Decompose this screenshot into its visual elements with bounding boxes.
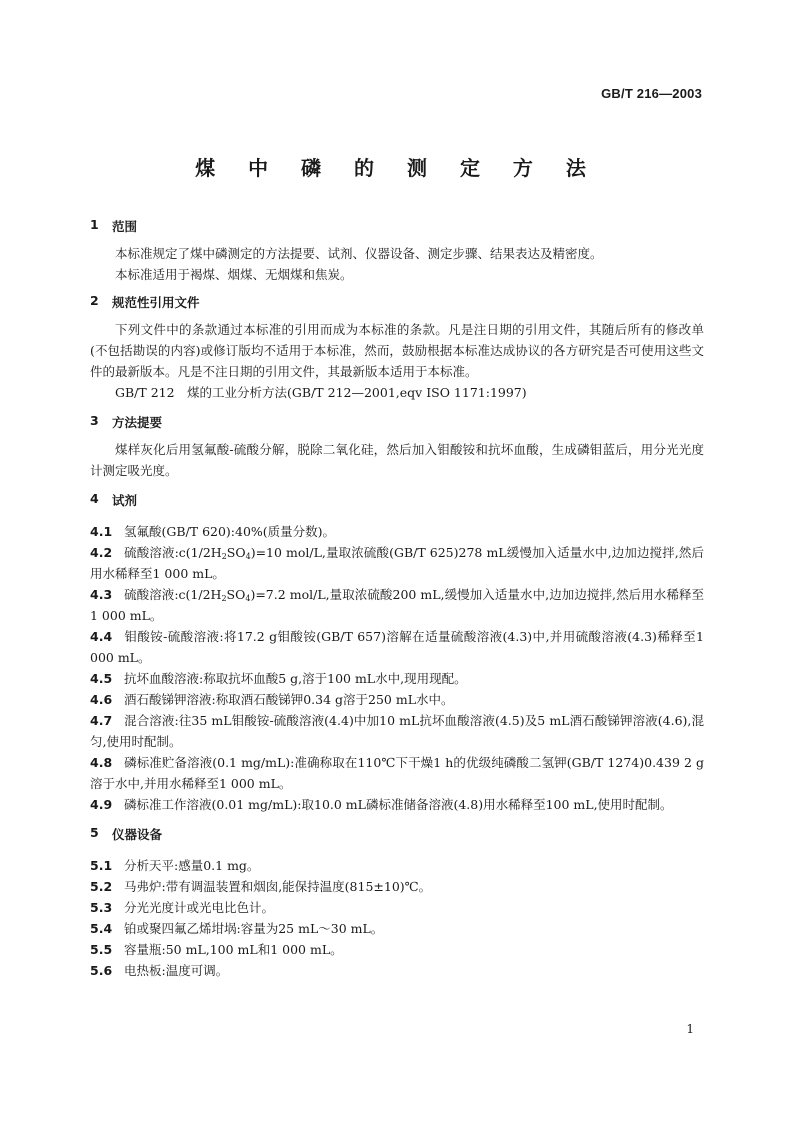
reference-entry: GB/T 212 煤的工业分析方法(GB/T 212—2001,eqv ISO 1171:1997) xyxy=(115,385,527,400)
section-number: 2 xyxy=(90,293,99,308)
section-title: 仪器设备 xyxy=(112,827,163,842)
item-text: 容量瓶:50 mL,100 mL和1 000 mL。 xyxy=(124,942,343,957)
paragraph: 煤样灰化后用氢氟酸-硫酸分解，脱除二氧化硅，然后加入钼酸铵和抗坏血酸，生成磷钼蓝后，用分光光度计测定吸光度。 xyxy=(90,442,704,478)
document-body xyxy=(90,217,704,981)
subscript: 2 xyxy=(221,552,227,561)
section-apparatus xyxy=(90,825,704,981)
list-item xyxy=(90,584,704,626)
list-item xyxy=(90,876,704,897)
document-title: 煤 中 磷 的 测 定 方 法 xyxy=(195,156,599,180)
list-item xyxy=(90,689,704,710)
section-title: 试剂 xyxy=(112,493,138,508)
list-item xyxy=(90,626,704,668)
subscript: 2 xyxy=(221,594,227,603)
item-number: 4.7 xyxy=(90,713,113,728)
item-number: 5.2 xyxy=(90,879,113,894)
paragraph: 本标准适用于褐煤、烟煤、无烟煤和焦炭。 xyxy=(115,267,353,282)
list-item xyxy=(90,794,704,815)
item-text: 混合溶液:往35 mL钼酸铵-硫酸溶液(4.4)中加10 mL抗坏血酸溶液(4.5)及5 mL酒石酸锑钾溶液(4.6),混匀,使用时配制。 xyxy=(90,713,704,749)
item-text: 钼酸铵-硫酸溶液:将17.2 g钼酸铵(GB/T 657)溶解在适量硫酸溶液(4.3)中,并用硫酸溶液(4.3)稀释至1 000 mL。 xyxy=(90,629,704,665)
item-number: 5.5 xyxy=(90,942,113,957)
section-title: 方法提要 xyxy=(112,415,163,430)
item-text: 马弗炉:带有调温装置和烟囱,能保持温度(815±10)℃。 xyxy=(124,879,432,894)
item-number: 5.6 xyxy=(90,963,113,978)
section-method-summary xyxy=(90,413,704,481)
item-text: 电热板:温度可调。 xyxy=(124,963,229,978)
item-text: SO xyxy=(226,545,246,560)
item-text: 铂或聚四氟乙烯坩埚:容量为25 mL～30 mL。 xyxy=(124,921,384,936)
item-text: 磷标准贮备溶液(0.1 mg/mL):准确称取在110℃下干燥1 h的优级纯磷酸二氢钾(GB/T 1274)0.439 2 g溶于水中,并用水稀释至1 000 mL。 xyxy=(90,755,704,791)
item-number: 4.3 xyxy=(90,587,113,602)
item-number: 4.4 xyxy=(90,629,113,644)
item-number: 4.9 xyxy=(90,797,113,812)
list-item xyxy=(90,939,704,960)
paragraph: 下列文件中的条款通过本标准的引用而成为本标准的条款。凡是注日期的引用文件，其随后所有的修改单(不包括勘误的内容)或修订版均不适用于本标准，然而，鼓励根据本标准达成协议的各方研究是否可使用这些文件的最新版本。凡是不注日期的引用文件，其最新版本适用于本标准。 xyxy=(90,322,704,379)
item-text: 分析天平:感量0.1 mg。 xyxy=(124,858,260,873)
item-number: 4.6 xyxy=(90,692,113,707)
item-text: 抗坏血酸溶液:称取抗坏血酸5 g,溶于100 mL水中,现用现配。 xyxy=(124,671,467,686)
list-item xyxy=(90,542,704,584)
section-heading xyxy=(90,491,704,509)
section-number: 5 xyxy=(90,825,99,840)
list-item xyxy=(90,855,704,876)
item-text: 分光光度计或光电比色计。 xyxy=(124,900,275,915)
item-number: 5.3 xyxy=(90,900,113,915)
item-text: )=7.2 mol/L,量取浓硫酸200 mL,缓慢加入适量水中,边加边搅拌,然后用水稀释至1 000 mL。 xyxy=(90,587,704,623)
item-text: 磷标准工作溶液(0.01 mg/mL):取10.0 mL磷标准储备溶液(4.8)用水稀释至100 mL,使用时配制。 xyxy=(124,797,673,812)
item-text: SO xyxy=(226,587,246,602)
item-number: 4.1 xyxy=(90,524,113,539)
item-text: 硫酸溶液:c(1/2H xyxy=(124,545,222,560)
section-title: 范围 xyxy=(112,219,138,234)
section-number: 3 xyxy=(90,413,99,428)
subscript: 4 xyxy=(245,594,251,603)
standard-number: GB/T 216—2003 xyxy=(601,86,702,101)
item-text: 硫酸溶液:c(1/2H xyxy=(124,587,222,602)
section-title: 规范性引用文件 xyxy=(112,295,200,310)
section-heading xyxy=(90,413,704,431)
list-item xyxy=(90,960,704,981)
section-number: 1 xyxy=(90,217,99,232)
item-number: 4.2 xyxy=(90,545,113,560)
section-number: 4 xyxy=(90,491,99,506)
page-number: 1 xyxy=(686,1022,694,1036)
section-heading xyxy=(90,217,704,235)
item-text: 酒石酸锑钾溶液:称取酒石酸锑钾0.34 g溶于250 mL水中。 xyxy=(124,692,454,707)
section-heading xyxy=(90,293,704,311)
list-item xyxy=(90,918,704,939)
list-item xyxy=(90,668,704,689)
item-text: )=10 mol/L,量取浓硫酸(GB/T 625)278 mL缓慢加入适量水中,边加边搅拌,然后用水稀释至1 000 mL。 xyxy=(90,545,704,581)
item-number: 4.5 xyxy=(90,671,113,686)
item-text: 氢氟酸(GB/T 620):40%(质量分数)。 xyxy=(124,524,336,539)
subscript: 4 xyxy=(245,552,251,561)
section-normative-references xyxy=(90,293,704,403)
paragraph: 本标准规定了煤中磷测定的方法提要、试剂、仪器设备、测定步骤、结果表达及精密度。 xyxy=(115,246,603,261)
item-number: 4.8 xyxy=(90,755,113,770)
list-item xyxy=(90,710,704,752)
list-item xyxy=(90,521,704,542)
item-number: 5.1 xyxy=(90,858,113,873)
item-number: 5.4 xyxy=(90,921,113,936)
section-scope xyxy=(90,217,704,285)
section-reagents xyxy=(90,491,704,815)
section-heading xyxy=(90,825,704,843)
list-item xyxy=(90,897,704,918)
list-item xyxy=(90,752,704,794)
